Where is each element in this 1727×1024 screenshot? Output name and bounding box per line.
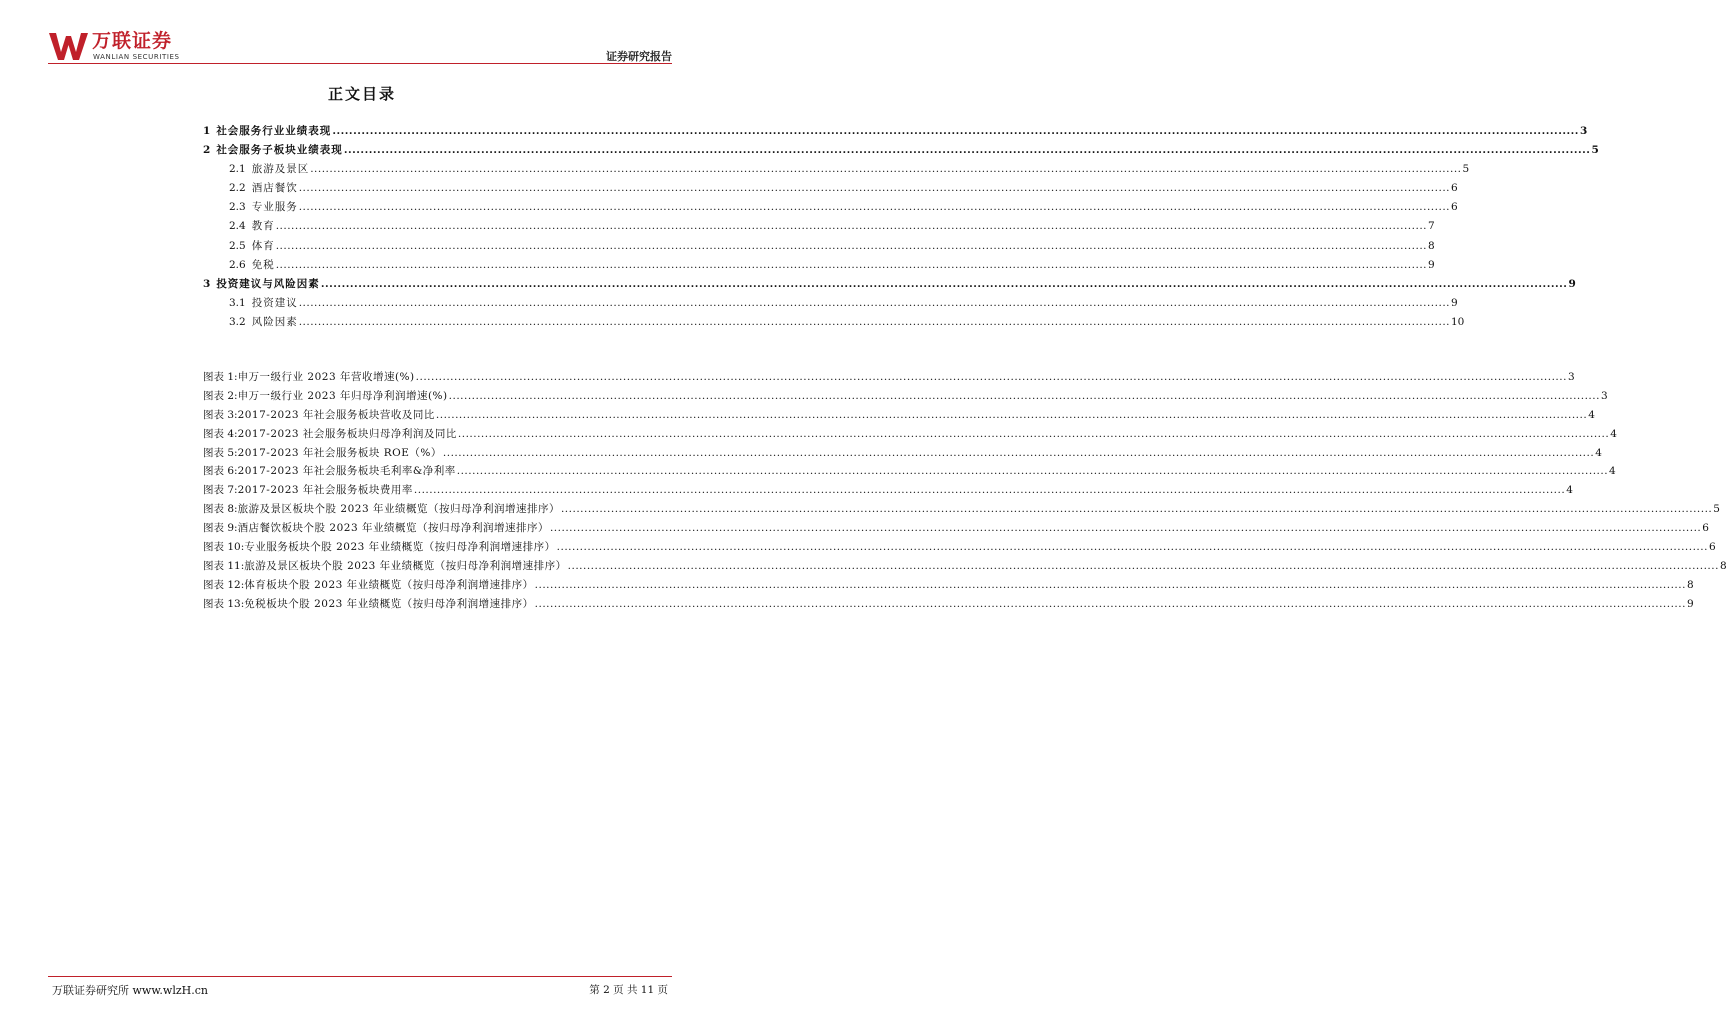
figure-entry-title: 旅游及景区板块个股 2023 年业绩概览（按归母净利润增速排序） bbox=[244, 559, 567, 572]
figure-entry-title: 体育板块个股 2023 年业绩概览（按归母净利润增速排序） bbox=[244, 578, 534, 591]
figure-entry[interactable] bbox=[203, 577, 1694, 596]
figure-entry-label: 图表 13: bbox=[203, 597, 245, 610]
toc-entry-number: 2.1 bbox=[229, 163, 246, 176]
footer-page-number: 第 2 页 共 11 页 bbox=[589, 984, 668, 996]
dot-leader: ............................................................................................................................................................................................................................................................................................................ bbox=[435, 408, 1588, 421]
figure-entry[interactable] bbox=[203, 445, 1602, 464]
toc-entry-title: 投资建议 bbox=[251, 296, 298, 309]
figure-entry-label: 图表 9: bbox=[203, 522, 238, 535]
footer-divider bbox=[48, 976, 672, 977]
figure-entry-label: 图表 1: bbox=[203, 371, 238, 383]
toc-entry-page: 10 bbox=[1451, 315, 1465, 328]
toc-entry-number: 1 bbox=[203, 125, 211, 137]
figure-entry-title: 2017-2023 年社会服务板块费用率 bbox=[237, 484, 413, 497]
figure-entry-title: 申万一级行业 2023 年营收增速(%) bbox=[237, 371, 415, 383]
dot-leader: ............................................................................................................................................................................................................................................................................................................ bbox=[275, 258, 1427, 271]
dot-leader: ............................................................................................................................................................................................................................................................................................................ bbox=[442, 446, 1595, 459]
toc-entry-number: 2.2 bbox=[229, 182, 246, 195]
dot-leader: ............................................................................................................................................................................................................................................................................................................ bbox=[413, 484, 1566, 497]
toc-entry-title: 社会服务行业业绩表现 bbox=[216, 125, 332, 137]
toc-entry-title: 教育 bbox=[251, 220, 275, 233]
table-of-contents bbox=[203, 123, 1599, 333]
toc-entry-number: 3.2 bbox=[229, 315, 246, 328]
toc-entry-number: 3 bbox=[203, 277, 211, 290]
figure-entry-title: 2017-2023 年社会服务板块营收及同比 bbox=[237, 408, 435, 421]
figure-entry-label: 图表 6: bbox=[203, 465, 238, 478]
figure-entry-page: 4 bbox=[1610, 427, 1617, 440]
figure-entry-page: 6 bbox=[1708, 541, 1716, 554]
dot-leader: ............................................................................................................................................................................................................................................................................................................ bbox=[456, 465, 1609, 478]
figure-entry-label: 图表 2: bbox=[203, 389, 238, 402]
toc-entry-page: 7 bbox=[1428, 220, 1435, 233]
figure-entry-label: 图表 8: bbox=[203, 503, 238, 516]
report-type-label: 证券研究报告 bbox=[606, 50, 672, 63]
figure-entry[interactable] bbox=[203, 539, 1716, 558]
toc-entry-page: 5 bbox=[1462, 163, 1470, 176]
dot-leader: ............................................................................................................................................................................................................................................................................................................ bbox=[298, 201, 1450, 214]
toc-entry-page: 5 bbox=[1591, 144, 1599, 157]
toc-entry-number: 2.6 bbox=[229, 258, 246, 271]
toc-entry-page: 3 bbox=[1579, 125, 1588, 137]
figure-entry-title: 2017-2023 年社会服务板块 ROE（%） bbox=[237, 446, 442, 459]
figure-entry-page: 8 bbox=[1719, 559, 1727, 572]
page-title: 正文目录 bbox=[327, 85, 396, 103]
figure-entry-label: 图表 11: bbox=[203, 559, 245, 572]
toc-entry[interactable] bbox=[203, 142, 1599, 161]
dot-leader: ............................................................................................................................................................................................................................................................................................................ bbox=[298, 182, 1450, 195]
dot-leader: ............................................................................................................................................................................................................................................................................................................ bbox=[457, 427, 1610, 440]
dot-leader: ............................................................................................................................................................................................................................................................................................................ bbox=[556, 541, 1708, 554]
logo-w-icon bbox=[48, 30, 90, 62]
toc-entry-number: 2.5 bbox=[229, 239, 246, 252]
dot-leader: ............................................................................................................................................................................................................................................................................................................ bbox=[320, 277, 1568, 290]
figure-entry-label: 图表 12: bbox=[203, 578, 245, 591]
toc-entry[interactable] bbox=[203, 257, 1435, 276]
toc-entry-page: 6 bbox=[1451, 201, 1458, 214]
figure-entry-page: 6 bbox=[1702, 522, 1709, 535]
figure-entry[interactable] bbox=[203, 407, 1595, 426]
logo-english-text: WANLIAN SECURITIES bbox=[93, 53, 180, 61]
figure-entry-page: 3 bbox=[1600, 389, 1608, 402]
figure-entry[interactable] bbox=[203, 482, 1573, 501]
figure-entry[interactable] bbox=[203, 388, 1608, 407]
figure-entry[interactable] bbox=[203, 463, 1616, 482]
figure-entry-page: 4 bbox=[1566, 484, 1573, 497]
figure-entry-label: 图表 4: bbox=[203, 427, 238, 440]
figure-entry-title: 2017-2023 社会服务板块归母净利润及同比 bbox=[237, 427, 457, 440]
toc-entry-title: 酒店餐饮 bbox=[251, 182, 298, 195]
figure-entry[interactable] bbox=[203, 596, 1694, 615]
toc-entry-title: 免税 bbox=[251, 258, 275, 271]
figure-entry-title: 2017-2023 年社会服务板块毛利率&净利率 bbox=[237, 465, 456, 478]
figure-entry-title: 专业服务板块个股 2023 年业绩概览（按归母净利润增速排序） bbox=[244, 541, 556, 554]
dot-leader: ............................................................................................................................................................................................................................................................................................................ bbox=[310, 163, 1462, 176]
toc-entry[interactable] bbox=[203, 123, 1588, 142]
toc-entry[interactable] bbox=[203, 218, 1435, 237]
figure-entry-title: 免税板块个股 2023 年业绩概览（按归母净利润增速排序） bbox=[244, 597, 534, 610]
dot-leader: ............................................................................................................................................................................................................................................................................................................ bbox=[415, 371, 1567, 383]
toc-entry-title: 旅游及景区 bbox=[251, 163, 310, 176]
figure-entry-page: 3 bbox=[1567, 371, 1575, 383]
dot-leader: ............................................................................................................................................................................................................................................................................................................ bbox=[298, 296, 1450, 309]
toc-entry-page: 9 bbox=[1451, 296, 1458, 309]
figure-entry-page: 4 bbox=[1595, 446, 1602, 459]
toc-entry-title: 专业服务 bbox=[251, 201, 298, 214]
dot-leader: ............................................................................................................................................................................................................................................................................................................ bbox=[332, 125, 1579, 137]
toc-entry-page: 6 bbox=[1451, 182, 1458, 195]
toc-entry[interactable] bbox=[203, 199, 1458, 218]
figure-entry-page: 5 bbox=[1713, 503, 1720, 516]
figure-index bbox=[203, 369, 1727, 615]
toc-entry-title: 社会服务子板块业绩表现 bbox=[216, 144, 343, 157]
dot-leader: ............................................................................................................................................................................................................................................................................................................ bbox=[275, 220, 1427, 233]
toc-entry[interactable] bbox=[203, 180, 1458, 199]
toc-entry[interactable] bbox=[203, 161, 1470, 180]
dot-leader: ............................................................................................................................................................................................................................................................................................................ bbox=[275, 239, 1427, 252]
figure-entry[interactable] bbox=[203, 558, 1727, 577]
figure-entry[interactable] bbox=[203, 501, 1720, 520]
dot-leader: ............................................................................................................................................................................................................................................................................................................ bbox=[343, 144, 1591, 157]
figure-entry-label: 图表 3: bbox=[203, 408, 238, 421]
figure-entry-page: 9 bbox=[1686, 597, 1694, 610]
toc-entry-title: 风险因素 bbox=[251, 315, 298, 328]
toc-entry[interactable] bbox=[203, 238, 1435, 257]
dot-leader: ............................................................................................................................................................................................................................................................................................................ bbox=[560, 503, 1713, 516]
figure-entry-label: 图表 10: bbox=[203, 541, 245, 554]
dot-leader: ............................................................................................................................................................................................................................................................................................................ bbox=[298, 315, 1450, 328]
toc-entry-title: 体育 bbox=[251, 239, 275, 252]
figure-entry-page: 4 bbox=[1588, 408, 1595, 421]
figure-entry-title: 旅游及景区板块个股 2023 年业绩概览（按归母净利润增速排序） bbox=[237, 503, 560, 516]
toc-entry-number: 2.3 bbox=[229, 201, 246, 214]
figure-entry-label: 图表 7: bbox=[203, 484, 238, 497]
figure-entry-title: 申万一级行业 2023 年归母净利润增速(%) bbox=[237, 389, 448, 402]
toc-entry[interactable] bbox=[203, 295, 1458, 314]
toc-entry-page: 9 bbox=[1428, 258, 1435, 271]
toc-entry[interactable] bbox=[203, 276, 1576, 295]
toc-entry-number: 3.1 bbox=[229, 296, 246, 309]
toc-entry-page: 8 bbox=[1428, 239, 1435, 252]
logo-chinese-text: 万联证券 bbox=[92, 30, 173, 52]
figure-entry-page: 8 bbox=[1686, 578, 1694, 591]
dot-leader: ............................................................................................................................................................................................................................................................................................................ bbox=[534, 597, 1686, 610]
company-logo bbox=[48, 28, 198, 64]
figure-entry-title: 酒店餐饮板块个股 2023 年业绩概览（按归母净利润增速排序） bbox=[237, 522, 549, 535]
dot-leader: ............................................................................................................................................................................................................................................................................................................ bbox=[534, 578, 1686, 591]
dot-leader: ............................................................................................................................................................................................................................................................................................................ bbox=[448, 389, 1600, 402]
toc-entry-title: 投资建议与风险因素 bbox=[216, 277, 320, 290]
dot-leader: ............................................................................................................................................................................................................................................................................................................ bbox=[567, 559, 1719, 572]
dot-leader: ............................................................................................................................................................................................................................................................................................................ bbox=[549, 522, 1702, 535]
footer-source: 万联证券研究所 www.wlzH.cn bbox=[52, 984, 208, 997]
figure-entry[interactable] bbox=[203, 520, 1709, 539]
figure-entry-label: 图表 5: bbox=[203, 446, 238, 459]
header-divider bbox=[48, 63, 672, 64]
toc-entry-number: 2 bbox=[203, 144, 211, 157]
toc-entry-page: 9 bbox=[1568, 277, 1576, 290]
toc-entry-number: 2.4 bbox=[229, 220, 246, 233]
figure-entry-page: 4 bbox=[1609, 465, 1616, 478]
page-header bbox=[48, 28, 672, 64]
figure-entry[interactable] bbox=[203, 426, 1617, 445]
toc-entry[interactable] bbox=[203, 314, 1465, 333]
figure-entry[interactable] bbox=[203, 369, 1575, 388]
